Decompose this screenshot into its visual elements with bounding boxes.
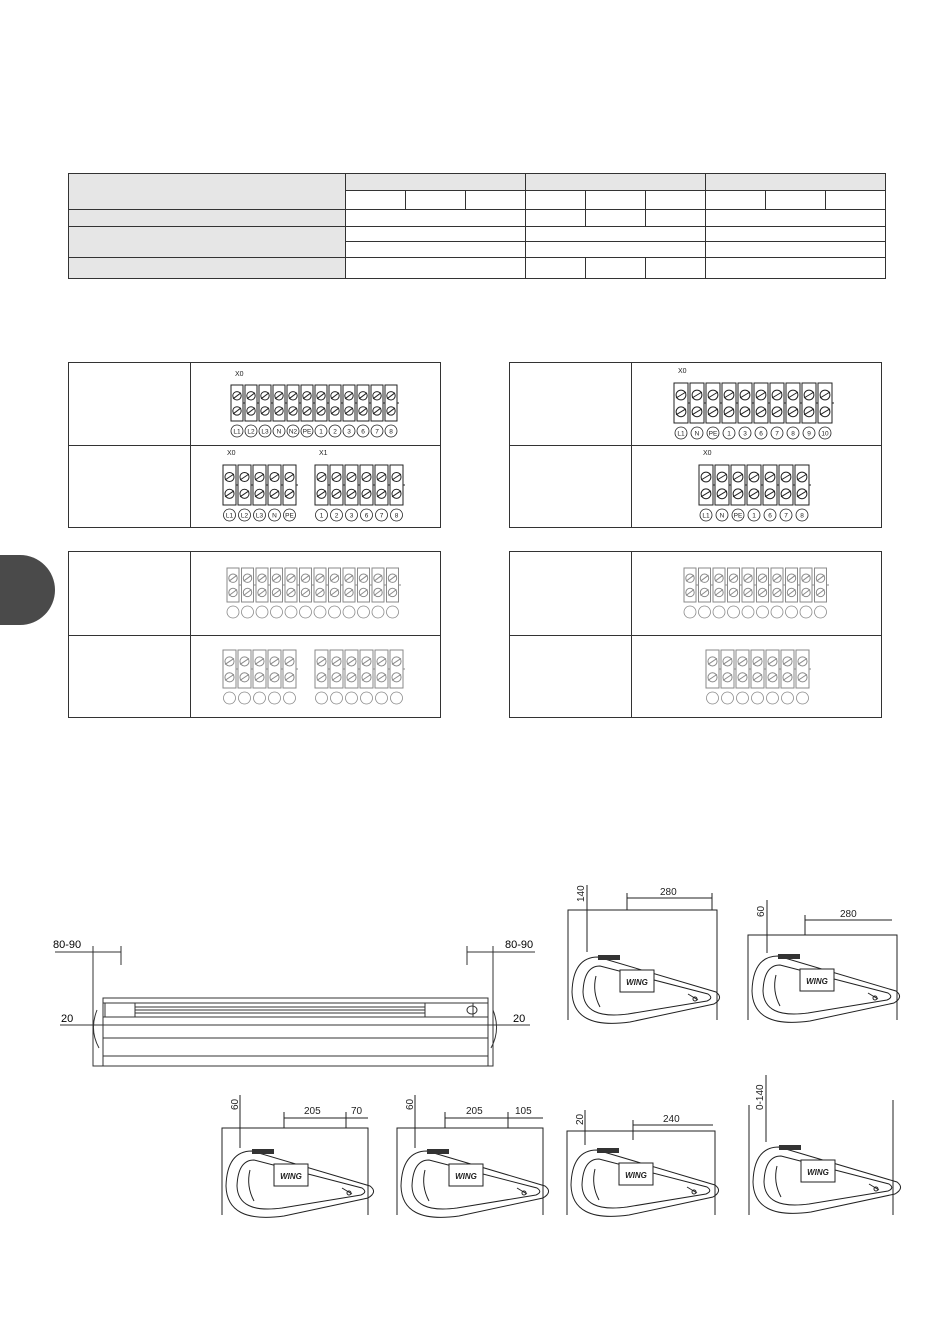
terminal-label: N	[694, 430, 700, 438]
side-view-4	[393, 1090, 553, 1220]
dim-vertical: 0-140	[755, 1084, 766, 1110]
terminal	[713, 568, 728, 618]
terminal	[345, 465, 360, 521]
terminal	[766, 650, 781, 704]
terminal-label: L1	[225, 512, 234, 520]
terminal	[699, 568, 714, 618]
dim-horizontal: 205	[466, 1106, 483, 1117]
terminal	[800, 568, 815, 618]
terminal	[715, 465, 731, 521]
terminal	[330, 650, 345, 704]
wiring-diagram-right	[509, 362, 882, 528]
terminal	[390, 650, 405, 704]
terminal-label: 7	[379, 512, 384, 520]
terminal-tag: X0	[678, 368, 687, 375]
terminal-label: 9	[807, 430, 811, 438]
terminal	[343, 568, 358, 618]
terminal-tag: X0	[703, 450, 712, 457]
terminal-label: 1	[752, 512, 756, 520]
terminal-label: 3	[743, 430, 747, 438]
terminal-label: L3	[261, 428, 269, 436]
terminal-photo-right	[509, 551, 882, 718]
terminal	[738, 383, 754, 439]
terminal	[358, 568, 373, 618]
terminal-label: 6	[759, 430, 763, 438]
terminal	[796, 650, 811, 704]
terminal	[360, 465, 375, 521]
wing-logo: WING	[280, 1172, 302, 1181]
wing-logo: WING	[806, 977, 828, 986]
side-view-1	[562, 880, 722, 1025]
spec-header-group-1	[346, 174, 526, 191]
terminal-label: L1	[677, 430, 685, 438]
terminal-label: L1	[702, 512, 710, 520]
spec-header-label	[69, 174, 346, 210]
terminal	[721, 650, 736, 704]
terminal	[259, 385, 273, 437]
terminal-label: L1	[233, 428, 241, 436]
terminal-label: N	[719, 512, 725, 520]
terminal	[300, 568, 315, 618]
spec-header-group-3	[706, 174, 886, 191]
terminal	[747, 465, 763, 521]
terminal	[786, 568, 801, 618]
terminal	[372, 568, 387, 618]
terminal	[287, 385, 301, 437]
terminal	[387, 568, 402, 618]
terminal-photo-left	[68, 551, 441, 718]
terminal-label: 8	[389, 428, 393, 436]
terminal	[722, 383, 738, 439]
dim-vertical: 20	[575, 1113, 586, 1125]
dim-horizontal-2: 70	[351, 1106, 363, 1117]
terminal	[329, 385, 343, 437]
terminal	[273, 385, 287, 437]
dim-vertical: 60	[405, 1098, 416, 1110]
terminal	[357, 385, 371, 437]
terminal-label: 3	[349, 512, 354, 520]
terminal	[330, 465, 345, 521]
terminal-label: PE	[285, 512, 294, 520]
terminal-label: 7	[784, 512, 788, 520]
terminal-label: 1	[319, 428, 323, 436]
terminal	[375, 465, 390, 521]
dim-right-top: 80-90	[505, 939, 534, 951]
terminal	[375, 650, 390, 704]
dim-horizontal: 240	[663, 1114, 680, 1125]
terminal	[256, 568, 271, 618]
terminal-label: PE	[708, 430, 718, 438]
terminal	[690, 383, 706, 439]
terminal	[343, 385, 357, 437]
terminal-label: 1	[727, 430, 731, 438]
terminal-label: 2	[333, 428, 337, 436]
terminal	[818, 383, 834, 439]
dim-left-top: 80-90	[53, 939, 82, 951]
terminal-strip-x0	[672, 381, 842, 441]
terminal-label: 7	[775, 430, 779, 438]
terminal	[674, 383, 690, 439]
front-view-drawing	[45, 930, 545, 1075]
terminal-tag: X1	[319, 450, 328, 457]
terminal	[728, 568, 743, 618]
terminal-label: 10	[821, 430, 829, 438]
terminal	[786, 383, 802, 439]
terminal	[315, 385, 329, 437]
wiring-diagram-left	[68, 362, 441, 528]
spec-row-3-label	[69, 257, 346, 278]
terminal-tag: X0	[227, 450, 236, 457]
terminal	[271, 568, 286, 618]
dim-horizontal: 205	[304, 1106, 321, 1117]
terminal-label: 7	[375, 428, 379, 436]
terminal	[742, 568, 757, 618]
dim-horizontal-2: 105	[515, 1106, 532, 1117]
terminal	[763, 465, 779, 521]
terminal	[371, 385, 385, 437]
terminal	[238, 650, 253, 704]
terminal-strip-x0-small	[697, 463, 817, 523]
terminal	[268, 650, 283, 704]
spec-row-2-label	[69, 227, 346, 257]
terminal	[390, 465, 405, 521]
terminal	[283, 465, 298, 521]
terminal	[757, 568, 772, 618]
terminal	[329, 568, 344, 618]
terminal	[795, 465, 811, 521]
terminal	[815, 568, 830, 618]
terminal	[301, 385, 315, 437]
terminal	[223, 650, 238, 704]
dim-vertical: 140	[576, 885, 587, 902]
terminal	[699, 465, 715, 521]
terminal-label: 8	[791, 430, 795, 438]
terminal	[731, 465, 747, 521]
wing-logo: WING	[625, 1171, 647, 1180]
terminal	[253, 650, 268, 704]
terminal-label: N	[276, 428, 282, 436]
chapter-tab	[0, 555, 55, 625]
terminal-label: L3	[255, 512, 264, 520]
terminal-label: L2	[240, 512, 249, 520]
side-view-3	[218, 1090, 378, 1220]
terminal	[771, 568, 786, 618]
terminal	[781, 650, 796, 704]
side-view-5	[563, 1105, 723, 1220]
terminal	[754, 383, 770, 439]
terminal	[242, 568, 257, 618]
terminal	[751, 650, 766, 704]
terminal	[315, 650, 330, 704]
terminal-label: 6	[361, 428, 365, 436]
terminal	[245, 385, 259, 437]
terminal-label: L2	[247, 428, 255, 436]
dim-right-side: 20	[513, 1013, 526, 1025]
spec-row-1-label	[69, 210, 346, 227]
terminal	[268, 465, 283, 521]
terminal-label: N2	[288, 428, 298, 436]
terminal-label: 3	[347, 428, 351, 436]
dim-horizontal: 280	[660, 887, 677, 898]
terminal-label: 6	[768, 512, 772, 520]
terminal	[736, 650, 751, 704]
terminal	[802, 383, 818, 439]
terminal	[779, 465, 795, 521]
spec-header-group-2	[526, 174, 706, 191]
terminal	[684, 568, 699, 618]
terminal-strip-x0-power	[221, 463, 311, 523]
terminal-label: PE	[302, 428, 312, 436]
terminal-label: N	[272, 512, 277, 520]
terminal	[315, 465, 330, 521]
terminal	[238, 465, 253, 521]
terminal-label: 1	[319, 512, 324, 520]
side-view-2	[742, 895, 902, 1025]
terminal	[706, 650, 721, 704]
dim-vertical: 60	[230, 1098, 241, 1110]
terminal-label: 6	[364, 512, 369, 520]
terminal-tag: X0	[235, 371, 244, 378]
terminal	[314, 568, 329, 618]
dim-vertical: 60	[756, 905, 767, 917]
terminal	[770, 383, 786, 439]
terminal	[253, 465, 268, 521]
wing-logo: WING	[455, 1172, 477, 1181]
terminal	[385, 385, 399, 437]
wing-logo: WING	[807, 1168, 829, 1177]
terminal-label: 2	[334, 512, 339, 520]
terminal-strip-x0	[229, 383, 409, 438]
terminal	[231, 385, 245, 437]
terminal-strip-x1-control	[313, 463, 413, 523]
terminal	[223, 465, 238, 521]
terminal-label: PE	[733, 512, 743, 520]
terminal-label: 8	[394, 512, 399, 520]
side-view-6	[743, 1070, 903, 1220]
terminal-label: 8	[800, 512, 804, 520]
terminal	[283, 650, 298, 704]
dim-horizontal: 280	[840, 909, 857, 920]
terminal	[360, 650, 375, 704]
terminal	[285, 568, 300, 618]
terminal	[345, 650, 360, 704]
dim-left-side: 20	[61, 1013, 74, 1025]
terminal	[706, 383, 722, 439]
terminal	[227, 568, 242, 618]
wing-logo: WING	[626, 978, 648, 987]
spec-table	[68, 173, 886, 279]
